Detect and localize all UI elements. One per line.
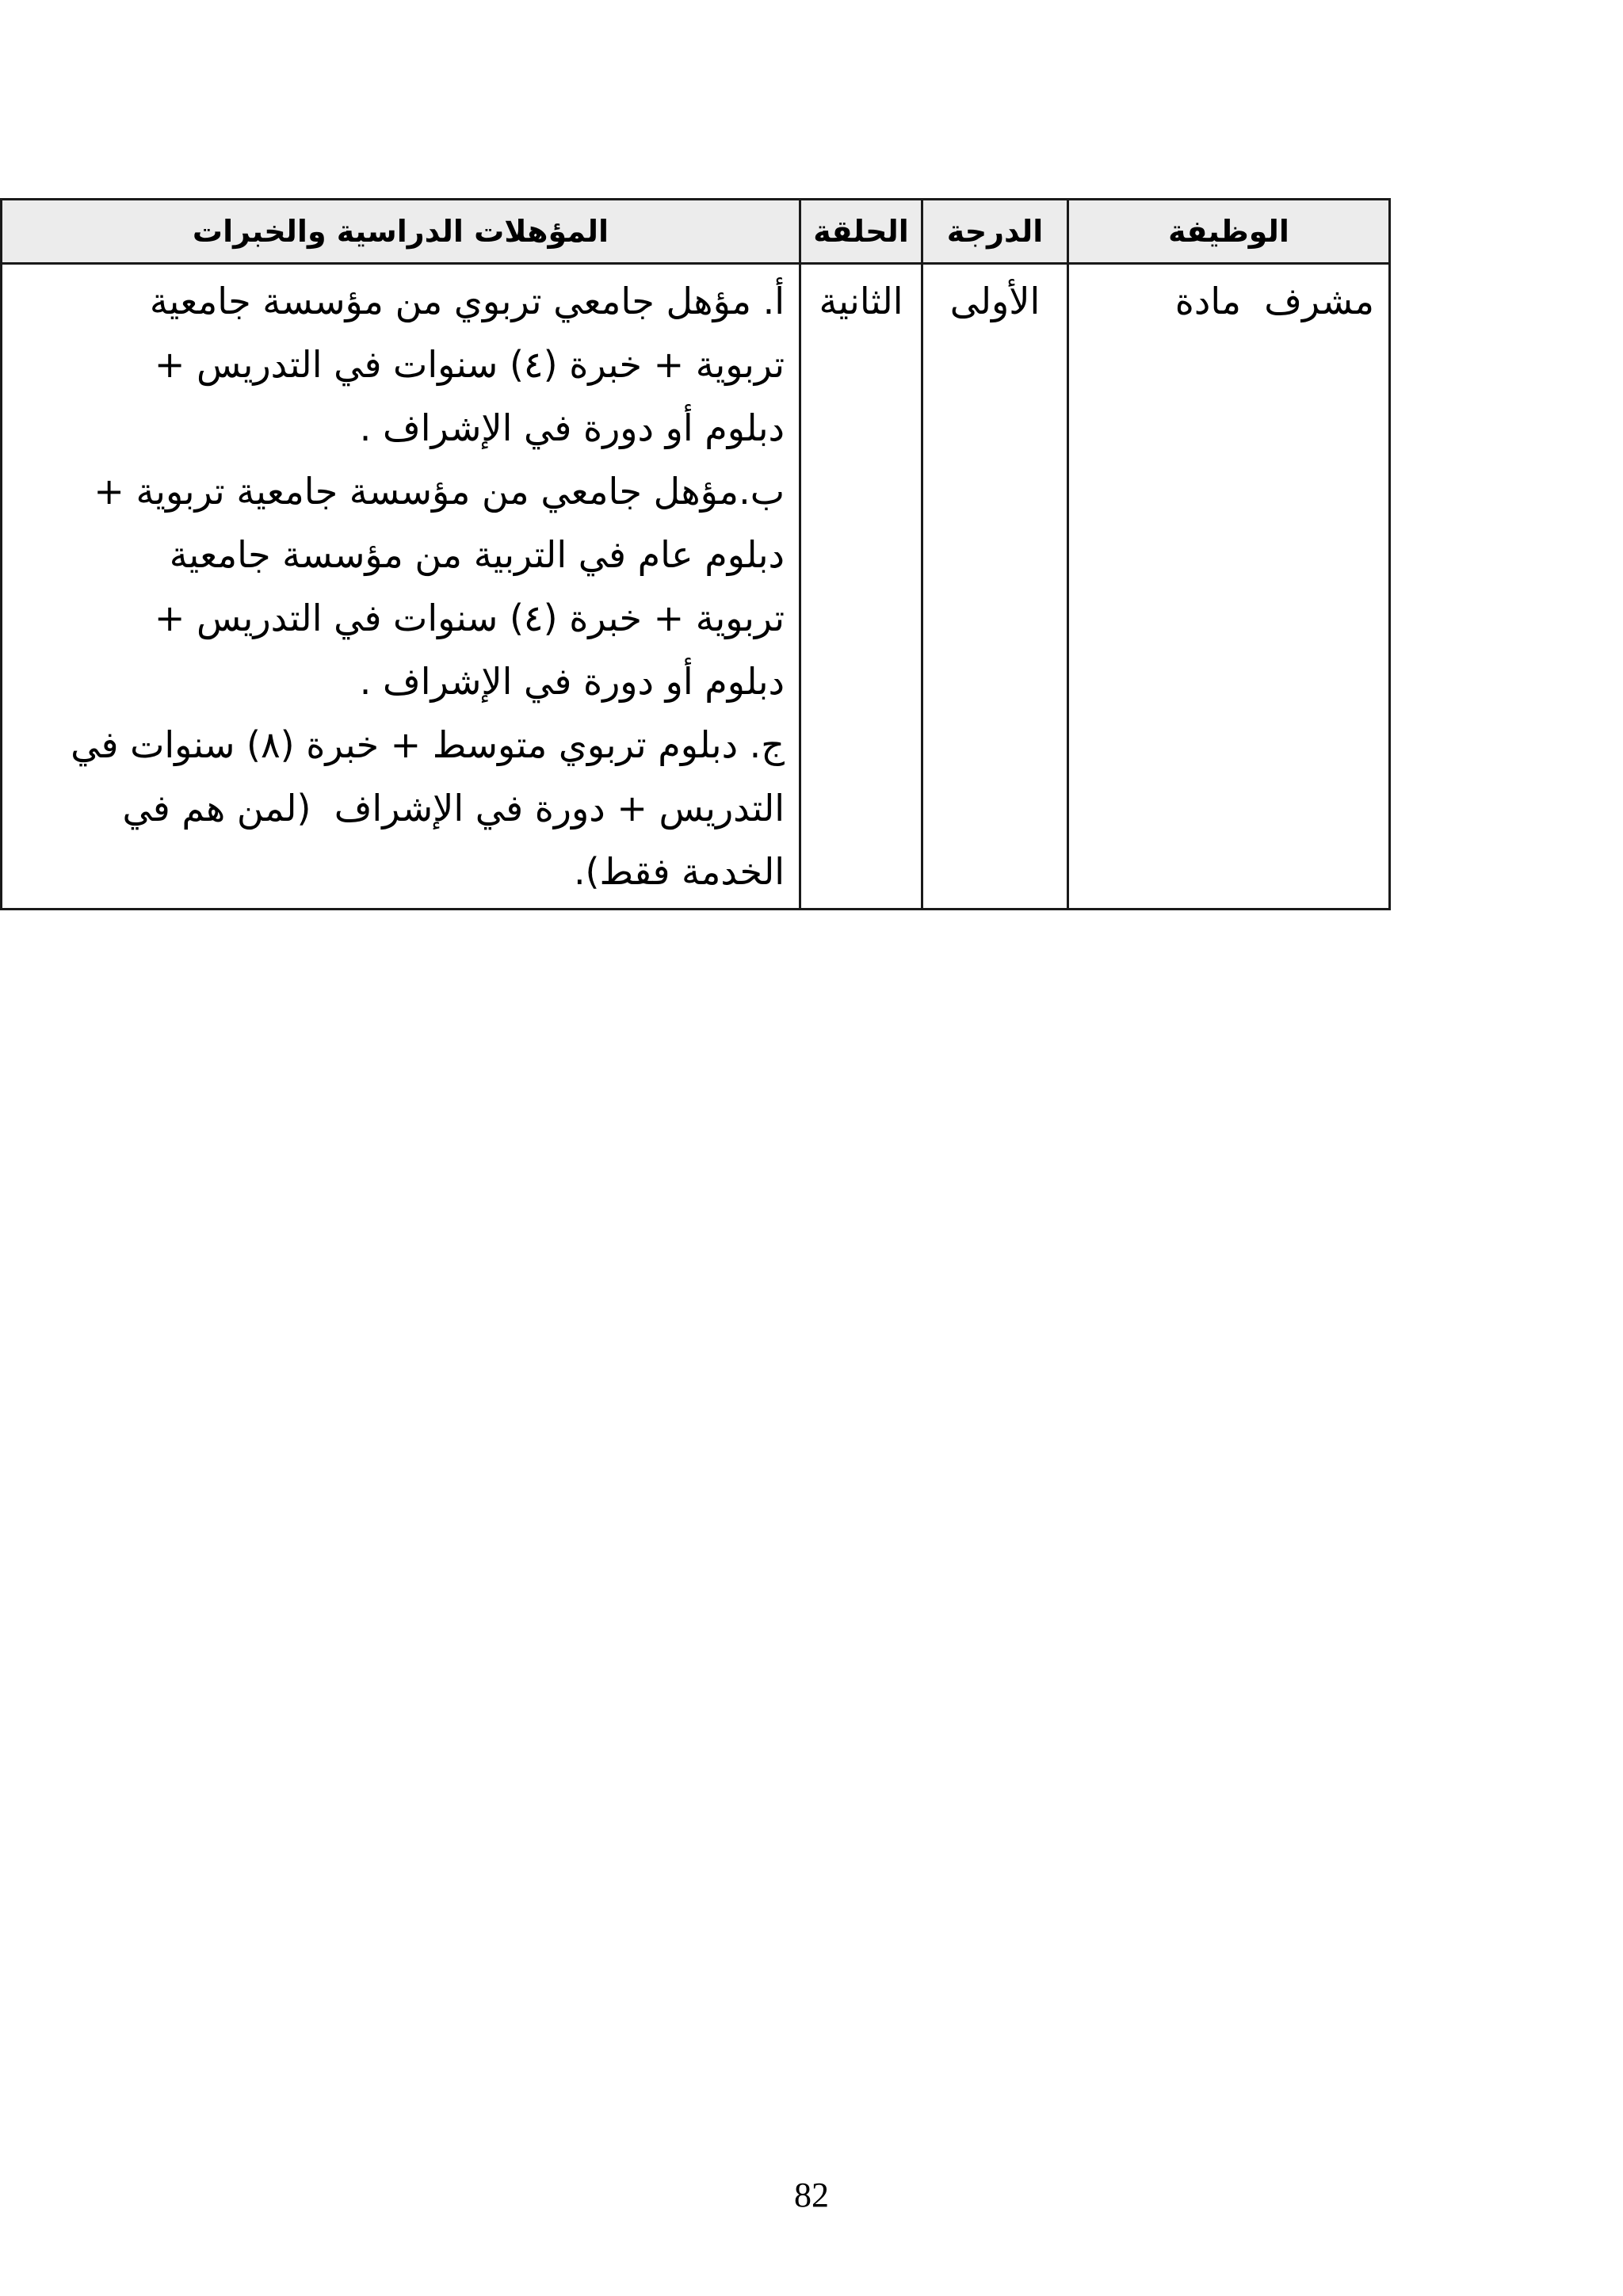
qualification-line: دبلوم أو دورة في الإشراف . — [359, 660, 785, 703]
page-number: 82 — [794, 2176, 829, 2214]
cell-cycle: الثانية — [800, 264, 922, 910]
cell-grade: الأولى — [922, 264, 1068, 910]
header-job: الوظيفة — [1068, 200, 1390, 264]
qualification-line: ج. دبلوم تربوي متوسط + خبرة (٨) سنوات في — [71, 723, 785, 766]
header-row — [2, 200, 1390, 264]
table-row — [2, 264, 1390, 910]
qualification-line: تربوية + خبرة (٤) سنوات في التدريس + — [154, 597, 785, 639]
qualification-line: الخدمة فقط). — [573, 850, 785, 893]
qualification-line: دبلوم عام في التربية من مؤسسة جامعية — [169, 533, 785, 576]
cell-job: مشرف مادة — [1068, 264, 1390, 910]
qualification-line: دبلوم أو دورة في الإشراف . — [359, 406, 785, 449]
cell-qualifications — [2, 264, 800, 910]
qualification-line: أ. مؤهل جامعي تربوي من مؤسسة جامعية — [149, 280, 785, 322]
qualification-line: ب.مؤهل جامعي من مؤسسة جامعية تربوية + — [94, 470, 785, 513]
header-qualifications: المؤهلات الدراسية والخبرات — [2, 200, 800, 264]
table-body — [2, 264, 1390, 910]
qualification-line: تربوية + خبرة (٤) سنوات في التدريس + — [154, 343, 785, 386]
header-cycle: الحلقة — [800, 200, 922, 264]
qualification-line: التدريس + دورة في الإشراف (لمن هم في — [122, 787, 785, 830]
table-header — [2, 200, 1390, 264]
header-grade: الدرجة — [922, 200, 1068, 264]
qualifications-table — [0, 198, 1391, 910]
